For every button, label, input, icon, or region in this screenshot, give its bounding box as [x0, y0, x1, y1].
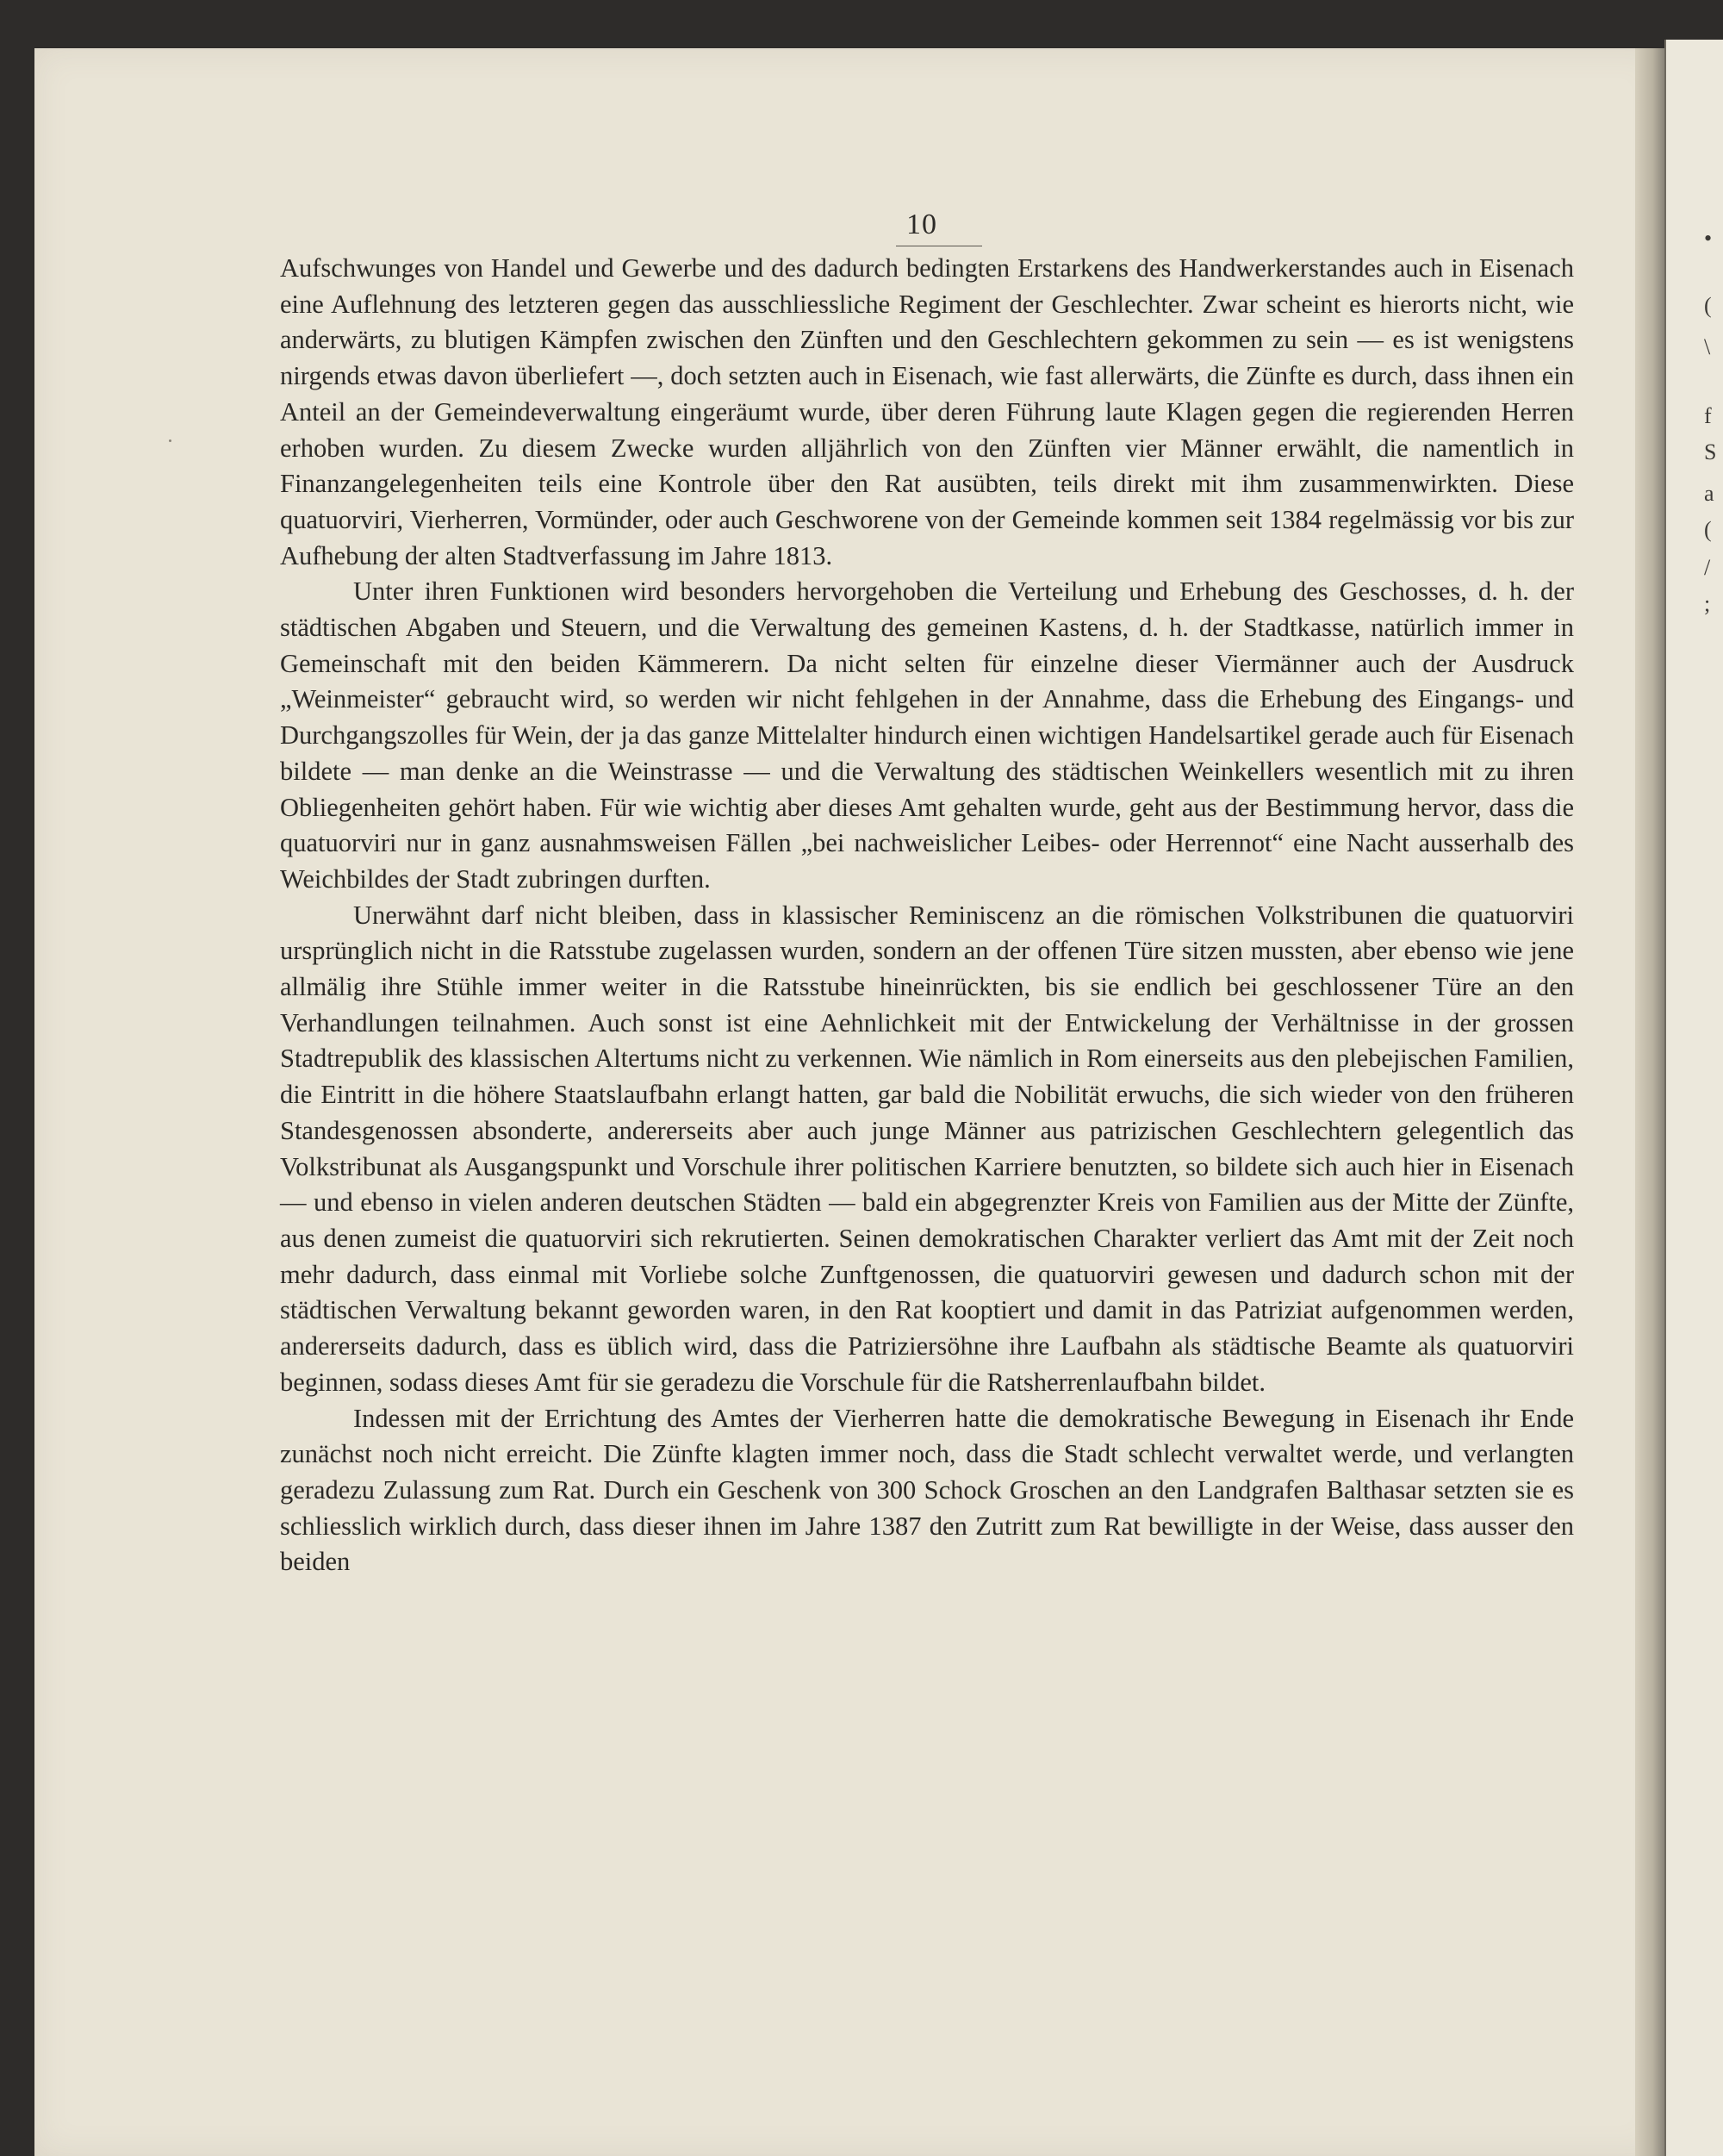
next-page-glyph: S: [1704, 439, 1717, 464]
next-page-glyph: f: [1704, 403, 1712, 428]
book-gutter: [1635, 48, 1664, 2156]
paper-speck: [169, 439, 171, 442]
next-page-glyph: ;: [1704, 591, 1711, 616]
paragraph: Unerwähnt darf nicht bleiben, dass in klassischer Reminiscenz an die römischen Volkstribunen die quatuorviri ursprünglich nicht in die Ratsstube zugelassen wurden, sondern an der offenen Türe sitzen mussten, aber ebenso wie jene allmälig ihre Stühle immer weiter in die Ratsstube hineinrückten, bis sie endlich bei geschlossener Türe an den Verhandlungen teilnahmen. Auch sonst ist eine Aehnlichkeit mit der Entwickelung der Verhältnisse in der grossen Stadtrepublik des klassischen Altertums nicht zu verkennen. Wie nämlich in Rom einerseits aus den plebejischen Familien, die Eintritt in die höhere Staatslaufbahn erlangt hatten, gar bald die Nobilität erwuchs, die sich wieder von den früheren Standesgenossen absonderte, andererseits aber auch junge Männer aus patrizischen Geschlechtern gelegentlich das Volkstribunat als Ausgangspunkt und Vorschule ihrer politischen Karriere benutzten, so bildete sich auch hier in Eisenach — und ebenso in vielen anderen deutschen Städten — bald ein abgegrenzter Kreis von Familien aus der Mitte der Zünfte, aus denen zumeist die quatuorviri sich rekrutierten. Seinen demokratischen Charakter verliert das Amt mit der Zeit noch mehr dadurch, dass einmal mit Vorliebe solche Zunftgenossen, die quatuorviri gewesen und dadurch schon mit der städtischen Verwaltung bekannt geworden waren, in den Rat kooptiert und damit in das Patriziat aufgenommen werden, andererseits dadurch, dass es üblich wird, dass die Patriziersöhne ihre Laufbahn als städtische Beamte als quatuorviri beginnen, sodass dieses Amt für sie geradezu die Vorschule für die Ratsherrenlaufbahn bildet.: [280, 900, 1574, 1397]
next-page-glyph: (: [1704, 293, 1712, 318]
next-page-glyph: a: [1704, 481, 1714, 506]
body-text: [280, 251, 1574, 1580]
scan-background-left: [0, 0, 34, 2156]
paragraph: Unter ihren Funktionen wird besonders hervorgehoben die Verteilung und Erhebung des Geschosses, d. h. der städtischen Abgaben und Steuern, und die Verwaltung des gemeinen Kastens, d. h. der Stadtkasse, natürlich immer in Gemeinschaft mit den beiden Kämmerern. Da nicht selten für einzelne dieser Viermänner auch der Ausdruck „Weinmeister“ gebraucht wird, so werden wir nicht fehlgehen in der Annahme, dass die Erhebung des Eingangs- und Durchgangszolles für Wein, der ja das ganze Mittelalter hindurch einen wichtigen Handelsartikel gerade auch für Eisenach bildete — man denke an die Weinstrasse — und die Verwaltung des städtischen Weinkellers wesentlich mit zu ihren Obliegenheiten gehört haben. Für wie wichtig aber dieses Amt gehalten wurde, geht aus der Bestimmung hervor, dass die quatuorviri nur in ganz ausnahmsweisen Fällen „bei nachweislicher Leibes- oder Herrennot“ eine Nacht ausserhalb des Weichbildes der Stadt zubringen durften.: [280, 576, 1574, 894]
scan-background-top: [0, 0, 1723, 52]
page-number: 10: [906, 209, 937, 240]
next-page-glyph: •: [1704, 226, 1713, 251]
next-page-glyph: /: [1704, 555, 1711, 580]
next-page-glyph: (: [1704, 517, 1712, 542]
next-page-glyph: \: [1704, 334, 1711, 359]
paragraph: Aufschwunges von Handel und Gewerbe und des dadurch bedingten Erstarkens des Handwerkerstandes auch in Eisenach eine Auflehnung des letzteren gegen das ausschliessliche Regiment der Geschlechter. Zwar scheint es hierorts nicht, wie anderwärts, zu blutigen Kämpfen zwischen den Zünften und den Geschlechtern gekommen zu sein — es ist wenigstens nirgends etwas davon überliefert —, doch setzten auch in Eisenach, wie fast allerwärts, die Zünfte es durch, dass ihnen ein Anteil an der Gemeindeverwaltung eingeräumt wurde, über deren Führung laute Klagen gegen die regierenden Herren erhoben wurden. Zu diesem Zwecke wurden alljährlich von den Zünften vier Männer erwählt, die namentlich in Finanzangelegenheiten teils eine Kontrole über den Rat ausübten, teils direkt mit ihm zusammenwirkten. Diese quatuorviri, Vierherren, Vormünder, oder auch Geschworene von der Gemeinde kommen seit 1384 regelmässig vor bis zur Aufhebung der alten Stadtverfassung im Jahre 1813.: [280, 253, 1574, 570]
paragraph: Indessen mit der Errichtung des Amtes der Vierherren hatte die demokratische Bewegung in Eisenach ihr Ende zunächst noch nicht erreicht. Die Zünfte klagten immer noch, dass die Stadt schlecht verwaltet werde, und verlangten geradezu Zulassung zum Rat. Durch ein Geschenk von 300 Schock Groschen an den Landgrafen Balthasar setzten sie es schliesslich wirklich durch, dass dieser ihnen im Jahre 1387 den Zutritt zum Rat bewilligte in der Weise, dass ausser den beiden: [280, 1403, 1574, 1577]
